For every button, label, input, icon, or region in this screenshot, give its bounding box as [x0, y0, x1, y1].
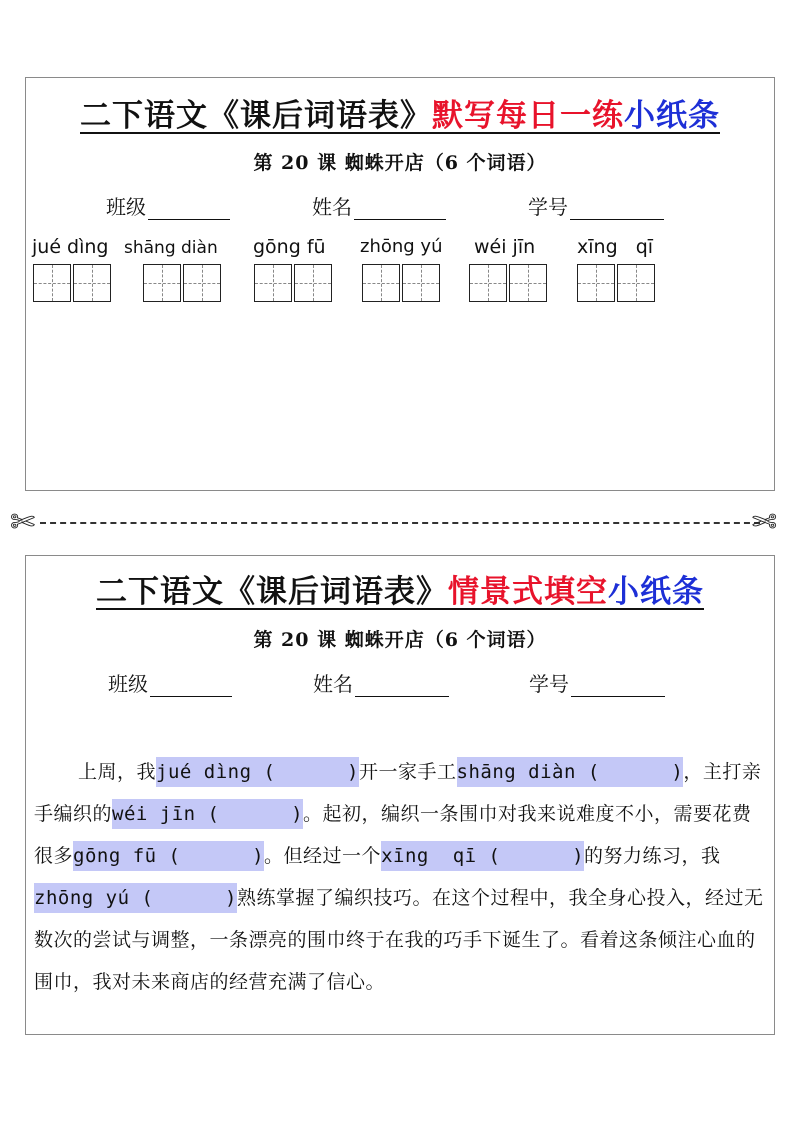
pinyin-label: gōng fū: [253, 236, 326, 258]
writing-grid: [469, 264, 549, 302]
class-blank[interactable]: [148, 199, 230, 220]
id-blank[interactable]: [571, 676, 665, 697]
writing-box[interactable]: [509, 264, 547, 302]
story-paragraph: [34, 751, 766, 1003]
writing-box[interactable]: [617, 264, 655, 302]
title-part-red: 情景式填空: [448, 574, 608, 610]
writing-grid: [33, 264, 113, 302]
name-blank[interactable]: [354, 199, 446, 220]
story-text: 。起初，编织一条围巾对我来说难度不小，需要花费很多: [34, 803, 752, 867]
writing-grid: [577, 264, 657, 302]
pinyin-label: shāng diàn: [124, 238, 218, 258]
class-field: [108, 668, 232, 697]
id-label: 学号: [528, 195, 568, 219]
fill-blank[interactable]: xīng qī ( ): [381, 841, 584, 871]
id-blank[interactable]: [570, 199, 664, 220]
title-part-black: 二下语文《课后词语表》: [96, 574, 448, 610]
writing-box[interactable]: [294, 264, 332, 302]
story-text: 上周，我: [78, 761, 157, 783]
story-text: ，主打亲手编织的: [34, 761, 762, 825]
story-text: 开一家手工: [358, 761, 457, 783]
fill-blank[interactable]: jué dìng ( ): [156, 757, 359, 787]
name-label: 姓名: [312, 195, 352, 219]
writing-grid: [143, 264, 223, 302]
lesson-subtitle: 第 20 课 蜘蛛开店（6 个词语）: [253, 629, 547, 651]
pinyin-label: xīng qī: [577, 236, 654, 258]
pinyin-label: wéi jīn: [474, 236, 536, 258]
name-label: 姓名: [313, 672, 353, 696]
class-field: [106, 191, 230, 220]
story-text: 。但经过一个: [264, 845, 382, 867]
writing-grid: [254, 264, 334, 302]
story-text: 熟练掌握了编织技巧。在这个过程中，我全身心投入，经过无数次的尝试与调整，一条漂亮的围巾终于在我的巧手下诞生了。看着这条倾注心血的围巾，我对未来商店的经营充满了信心。: [34, 887, 764, 993]
name-field: [312, 191, 446, 220]
dictation-card: [25, 77, 775, 491]
fill-blank[interactable]: shāng diàn ( ): [457, 757, 684, 787]
writing-box[interactable]: [73, 264, 111, 302]
writing-box[interactable]: [402, 264, 440, 302]
pinyin-label: zhōng yú: [360, 236, 443, 257]
class-blank[interactable]: [150, 676, 232, 697]
writing-box[interactable]: [143, 264, 181, 302]
title-part-red: 默写每日一练: [432, 98, 624, 134]
id-label: 学号: [529, 672, 569, 696]
card-title: [26, 90, 774, 135]
lesson-subtitle: 第 20 课 蜘蛛开店（6 个词语）: [253, 152, 547, 174]
scissors-icon: ✄: [10, 505, 36, 540]
writing-box[interactable]: [362, 264, 400, 302]
student-id-field: [529, 668, 665, 697]
title-part-blue: 小纸条: [624, 98, 720, 134]
title-part-blue: 小纸条: [608, 574, 704, 610]
fill-blank[interactable]: zhōng yú ( ): [34, 883, 237, 913]
story-text: 的努力练习，我: [584, 845, 721, 867]
writing-box[interactable]: [254, 264, 292, 302]
fill-blank[interactable]: wéi jīn ( ): [112, 799, 303, 829]
card-title: [26, 566, 774, 611]
pinyin-label: jué dìng: [32, 236, 109, 258]
fill-in-card: [25, 555, 775, 1035]
scissors-icon: ✄: [752, 505, 778, 540]
class-label: 班级: [108, 672, 148, 696]
student-id-field: [528, 191, 664, 220]
writing-box[interactable]: [469, 264, 507, 302]
name-blank[interactable]: [355, 676, 449, 697]
fill-blank[interactable]: gōng fū ( ): [73, 841, 264, 871]
cut-line: [40, 522, 760, 524]
title-part-black: 二下语文《课后词语表》: [80, 98, 432, 134]
writing-box[interactable]: [577, 264, 615, 302]
name-field: [313, 668, 449, 697]
writing-grid: [362, 264, 442, 302]
writing-box[interactable]: [33, 264, 71, 302]
class-label: 班级: [106, 195, 146, 219]
writing-box[interactable]: [183, 264, 221, 302]
